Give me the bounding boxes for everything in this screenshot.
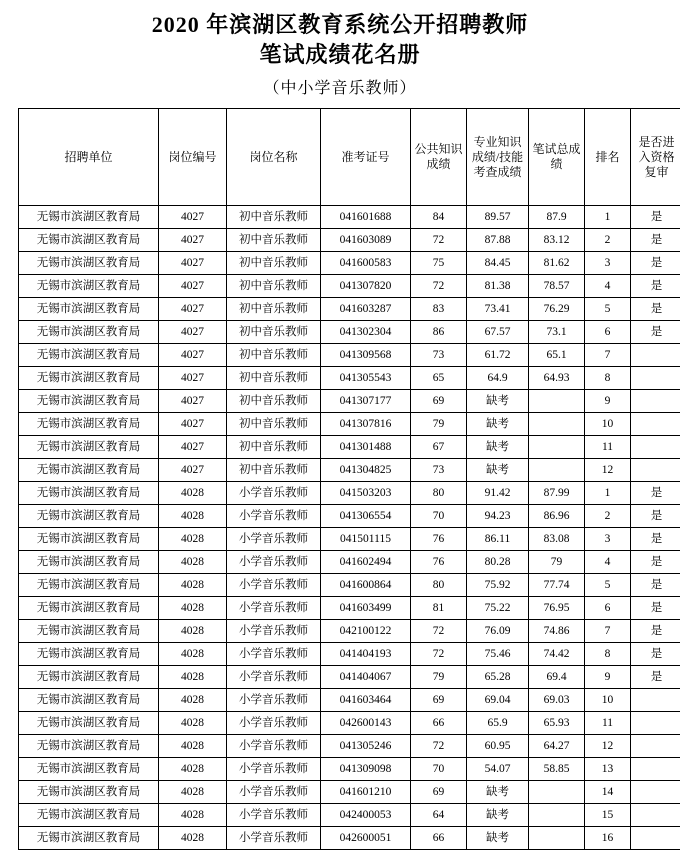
cell-total-score: 64.93 [529, 367, 585, 390]
cell-major-score: 75.22 [467, 597, 529, 620]
cell-post-name: 初中音乐教师 [227, 436, 321, 459]
cell-public-score: 83 [411, 298, 467, 321]
cell-post-name: 小学音乐教师 [227, 643, 321, 666]
table-row [19, 689, 680, 712]
cell-post-name: 小学音乐教师 [227, 827, 321, 850]
table-row [19, 367, 680, 390]
cell-major-score: 60.95 [467, 735, 529, 758]
cell-rank: 2 [585, 229, 631, 252]
cell-post-code: 4028 [159, 620, 227, 643]
cell-post-code: 4027 [159, 459, 227, 482]
table-row [19, 735, 680, 758]
cell-public-score: 69 [411, 390, 467, 413]
cell-rank: 7 [585, 344, 631, 367]
cell-post-code: 4027 [159, 413, 227, 436]
cell-ticket-number: 042600143 [321, 712, 411, 735]
cell-post-code: 4028 [159, 735, 227, 758]
table-row [19, 620, 680, 643]
cell-public-score: 72 [411, 735, 467, 758]
cell-total-score: 87.9 [529, 206, 585, 229]
table-row [19, 275, 680, 298]
cell-public-score: 75 [411, 252, 467, 275]
cell-qualification-review [631, 413, 680, 436]
column-header-unit: 招聘单位 [19, 109, 159, 206]
cell-unit: 无锡市滨湖区教育局 [19, 597, 159, 620]
cell-public-score: 72 [411, 620, 467, 643]
score-roster-table [18, 108, 680, 850]
cell-public-score: 65 [411, 367, 467, 390]
cell-ticket-number: 041309568 [321, 344, 411, 367]
cell-ticket-number: 041307177 [321, 390, 411, 413]
table-row [19, 390, 680, 413]
cell-total-score: 69.03 [529, 689, 585, 712]
cell-qualification-review [631, 781, 680, 804]
cell-public-score: 72 [411, 643, 467, 666]
page-title-line-2: 笔试成绩花名册 [259, 42, 421, 67]
cell-post-code: 4027 [159, 367, 227, 390]
cell-post-name: 初中音乐教师 [227, 367, 321, 390]
cell-ticket-number: 041601688 [321, 206, 411, 229]
cell-rank: 16 [585, 827, 631, 850]
cell-major-score: 61.72 [467, 344, 529, 367]
cell-unit: 无锡市滨湖区教育局 [19, 643, 159, 666]
cell-unit: 无锡市滨湖区教育局 [19, 413, 159, 436]
cell-total-score: 83.08 [529, 528, 585, 551]
cell-total-score: 78.57 [529, 275, 585, 298]
cell-public-score: 72 [411, 275, 467, 298]
cell-rank: 7 [585, 620, 631, 643]
cell-total-score: 87.99 [529, 482, 585, 505]
cell-post-name: 初中音乐教师 [227, 298, 321, 321]
cell-total-score: 69.4 [529, 666, 585, 689]
cell-total-score: 83.12 [529, 229, 585, 252]
cell-major-score: 75.92 [467, 574, 529, 597]
cell-unit: 无锡市滨湖区教育局 [19, 367, 159, 390]
page-title-line-1: 2020 年滨湖区教育系统公开招聘教师 [151, 12, 529, 37]
cell-total-score: 86.96 [529, 505, 585, 528]
cell-total-score: 77.74 [529, 574, 585, 597]
cell-unit: 无锡市滨湖区教育局 [19, 482, 159, 505]
cell-total-score [529, 459, 585, 482]
cell-post-code: 4028 [159, 574, 227, 597]
cell-total-score: 65.93 [529, 712, 585, 735]
cell-post-code: 4028 [159, 482, 227, 505]
cell-rank: 3 [585, 528, 631, 551]
cell-qualification-review: 是 [631, 229, 680, 252]
cell-rank: 10 [585, 413, 631, 436]
cell-ticket-number: 041306554 [321, 505, 411, 528]
cell-public-score: 69 [411, 781, 467, 804]
cell-total-score: 76.29 [529, 298, 585, 321]
cell-rank: 3 [585, 252, 631, 275]
cell-public-score: 66 [411, 827, 467, 850]
cell-total-score [529, 804, 585, 827]
cell-qualification-review: 是 [631, 643, 680, 666]
cell-unit: 无锡市滨湖区教育局 [19, 804, 159, 827]
cell-major-score: 76.09 [467, 620, 529, 643]
cell-post-name: 小学音乐教师 [227, 505, 321, 528]
table-row [19, 436, 680, 459]
cell-post-code: 4027 [159, 252, 227, 275]
page-subtitle: （中小学音乐教师） [263, 80, 417, 97]
cell-public-score: 73 [411, 344, 467, 367]
cell-ticket-number: 041603089 [321, 229, 411, 252]
cell-total-score: 73.1 [529, 321, 585, 344]
cell-rank: 4 [585, 551, 631, 574]
cell-post-code: 4027 [159, 275, 227, 298]
cell-post-name: 小学音乐教师 [227, 574, 321, 597]
cell-qualification-review: 是 [631, 505, 680, 528]
cell-post-name: 小学音乐教师 [227, 689, 321, 712]
cell-unit: 无锡市滨湖区教育局 [19, 206, 159, 229]
cell-qualification-review: 是 [631, 275, 680, 298]
cell-post-code: 4028 [159, 551, 227, 574]
cell-post-name: 初中音乐教师 [227, 390, 321, 413]
column-header-post-code: 岗位编号 [159, 109, 227, 206]
cell-post-code: 4027 [159, 298, 227, 321]
cell-rank: 11 [585, 436, 631, 459]
cell-major-score: 65.28 [467, 666, 529, 689]
cell-major-score: 91.42 [467, 482, 529, 505]
cell-post-name: 初中音乐教师 [227, 275, 321, 298]
cell-rank: 6 [585, 321, 631, 344]
cell-post-name: 小学音乐教师 [227, 597, 321, 620]
cell-rank: 11 [585, 712, 631, 735]
cell-rank: 1 [585, 482, 631, 505]
cell-qualification-review: 是 [631, 551, 680, 574]
column-header-public-score: 公共知识成绩 [411, 109, 467, 206]
cell-major-score: 94.23 [467, 505, 529, 528]
cell-rank: 1 [585, 206, 631, 229]
cell-qualification-review: 是 [631, 597, 680, 620]
cell-ticket-number: 042100122 [321, 620, 411, 643]
table-row [19, 551, 680, 574]
cell-public-score: 69 [411, 689, 467, 712]
table-row [19, 206, 680, 229]
cell-rank: 8 [585, 367, 631, 390]
cell-unit: 无锡市滨湖区教育局 [19, 275, 159, 298]
cell-total-score [529, 390, 585, 413]
cell-ticket-number: 041603499 [321, 597, 411, 620]
cell-rank: 12 [585, 735, 631, 758]
cell-post-code: 4027 [159, 321, 227, 344]
cell-post-name: 初中音乐教师 [227, 252, 321, 275]
cell-post-code: 4028 [159, 666, 227, 689]
cell-major-score: 67.57 [467, 321, 529, 344]
cell-rank: 13 [585, 758, 631, 781]
cell-qualification-review: 是 [631, 321, 680, 344]
column-header-post-name: 岗位名称 [227, 109, 321, 206]
cell-ticket-number: 041602494 [321, 551, 411, 574]
cell-total-score: 74.42 [529, 643, 585, 666]
cell-qualification-review: 是 [631, 482, 680, 505]
cell-rank: 10 [585, 689, 631, 712]
cell-total-score [529, 827, 585, 850]
cell-major-score: 84.45 [467, 252, 529, 275]
cell-major-score: 69.04 [467, 689, 529, 712]
table-row [19, 321, 680, 344]
table-header-row [19, 109, 680, 206]
cell-ticket-number: 041307816 [321, 413, 411, 436]
cell-ticket-number: 042400053 [321, 804, 411, 827]
cell-post-code: 4027 [159, 229, 227, 252]
cell-post-code: 4028 [159, 712, 227, 735]
cell-public-score: 73 [411, 459, 467, 482]
table-row [19, 252, 680, 275]
table-row [19, 459, 680, 482]
table-row [19, 804, 680, 827]
cell-post-name: 小学音乐教师 [227, 781, 321, 804]
table-row [19, 505, 680, 528]
cell-unit: 无锡市滨湖区教育局 [19, 252, 159, 275]
cell-post-code: 4028 [159, 689, 227, 712]
cell-post-name: 初中音乐教师 [227, 413, 321, 436]
cell-public-score: 72 [411, 229, 467, 252]
table-row [19, 229, 680, 252]
cell-unit: 无锡市滨湖区教育局 [19, 505, 159, 528]
cell-post-code: 4027 [159, 206, 227, 229]
table-row [19, 643, 680, 666]
cell-total-score: 58.85 [529, 758, 585, 781]
cell-major-score: 81.38 [467, 275, 529, 298]
cell-total-score [529, 413, 585, 436]
cell-unit: 无锡市滨湖区教育局 [19, 574, 159, 597]
cell-ticket-number: 041307820 [321, 275, 411, 298]
cell-qualification-review [631, 390, 680, 413]
cell-rank: 15 [585, 804, 631, 827]
cell-qualification-review [631, 804, 680, 827]
cell-public-score: 76 [411, 528, 467, 551]
cell-total-score: 76.95 [529, 597, 585, 620]
cell-qualification-review [631, 459, 680, 482]
cell-unit: 无锡市滨湖区教育局 [19, 229, 159, 252]
cell-unit: 无锡市滨湖区教育局 [19, 689, 159, 712]
cell-post-name: 小学音乐教师 [227, 620, 321, 643]
cell-rank: 12 [585, 459, 631, 482]
table-row [19, 827, 680, 850]
cell-public-score: 66 [411, 712, 467, 735]
cell-total-score [529, 436, 585, 459]
cell-public-score: 70 [411, 505, 467, 528]
cell-major-score: 89.57 [467, 206, 529, 229]
table-row [19, 344, 680, 367]
cell-post-name: 小学音乐教师 [227, 482, 321, 505]
cell-post-name: 小学音乐教师 [227, 758, 321, 781]
cell-qualification-review [631, 367, 680, 390]
cell-major-score: 缺考 [467, 827, 529, 850]
table-row [19, 528, 680, 551]
cell-major-score: 87.88 [467, 229, 529, 252]
cell-unit: 无锡市滨湖区教育局 [19, 735, 159, 758]
cell-post-name: 初中音乐教师 [227, 229, 321, 252]
cell-post-code: 4027 [159, 344, 227, 367]
cell-rank: 5 [585, 574, 631, 597]
cell-qualification-review: 是 [631, 252, 680, 275]
cell-post-code: 4028 [159, 781, 227, 804]
cell-ticket-number: 041501115 [321, 528, 411, 551]
cell-qualification-review [631, 712, 680, 735]
cell-qualification-review: 是 [631, 298, 680, 321]
cell-total-score: 65.1 [529, 344, 585, 367]
cell-post-name: 小学音乐教师 [227, 551, 321, 574]
cell-total-score: 81.62 [529, 252, 585, 275]
table-row [19, 666, 680, 689]
cell-total-score: 74.86 [529, 620, 585, 643]
cell-qualification-review [631, 827, 680, 850]
cell-ticket-number: 041603464 [321, 689, 411, 712]
table-row [19, 482, 680, 505]
cell-public-score: 80 [411, 482, 467, 505]
table-row [19, 574, 680, 597]
cell-unit: 无锡市滨湖区教育局 [19, 528, 159, 551]
cell-unit: 无锡市滨湖区教育局 [19, 666, 159, 689]
cell-post-code: 4027 [159, 390, 227, 413]
cell-post-name: 小学音乐教师 [227, 712, 321, 735]
cell-public-score: 81 [411, 597, 467, 620]
cell-major-score: 缺考 [467, 804, 529, 827]
cell-post-name: 小学音乐教师 [227, 804, 321, 827]
cell-unit: 无锡市滨湖区教育局 [19, 344, 159, 367]
cell-ticket-number: 041503203 [321, 482, 411, 505]
cell-major-score: 65.9 [467, 712, 529, 735]
cell-qualification-review [631, 436, 680, 459]
cell-qualification-review: 是 [631, 620, 680, 643]
cell-unit: 无锡市滨湖区教育局 [19, 459, 159, 482]
column-header-rank: 排名 [585, 109, 631, 206]
cell-unit: 无锡市滨湖区教育局 [19, 620, 159, 643]
cell-post-code: 4028 [159, 758, 227, 781]
cell-post-code: 4028 [159, 528, 227, 551]
cell-qualification-review [631, 689, 680, 712]
cell-unit: 无锡市滨湖区教育局 [19, 781, 159, 804]
table-row [19, 413, 680, 436]
cell-post-name: 初中音乐教师 [227, 206, 321, 229]
cell-total-score: 79 [529, 551, 585, 574]
cell-unit: 无锡市滨湖区教育局 [19, 551, 159, 574]
cell-rank: 14 [585, 781, 631, 804]
cell-major-score: 80.28 [467, 551, 529, 574]
cell-rank: 9 [585, 666, 631, 689]
cell-rank: 5 [585, 298, 631, 321]
cell-major-score: 缺考 [467, 459, 529, 482]
column-header-major-score: 专业知识成绩/技能考查成绩 [467, 109, 529, 206]
cell-major-score: 缺考 [467, 436, 529, 459]
cell-public-score: 64 [411, 804, 467, 827]
cell-rank: 4 [585, 275, 631, 298]
cell-qualification-review [631, 758, 680, 781]
cell-major-score: 缺考 [467, 413, 529, 436]
cell-post-name: 初中音乐教师 [227, 459, 321, 482]
cell-ticket-number: 041301488 [321, 436, 411, 459]
cell-public-score: 80 [411, 574, 467, 597]
cell-unit: 无锡市滨湖区教育局 [19, 298, 159, 321]
cell-post-name: 初中音乐教师 [227, 321, 321, 344]
table-row [19, 298, 680, 321]
cell-unit: 无锡市滨湖区教育局 [19, 827, 159, 850]
cell-major-score: 75.46 [467, 643, 529, 666]
cell-unit: 无锡市滨湖区教育局 [19, 712, 159, 735]
cell-public-score: 70 [411, 758, 467, 781]
cell-post-code: 4028 [159, 597, 227, 620]
cell-ticket-number: 041600583 [321, 252, 411, 275]
cell-qualification-review [631, 344, 680, 367]
cell-rank: 2 [585, 505, 631, 528]
cell-total-score: 64.27 [529, 735, 585, 758]
cell-major-score: 64.9 [467, 367, 529, 390]
cell-unit: 无锡市滨湖区教育局 [19, 321, 159, 344]
cell-ticket-number: 041404067 [321, 666, 411, 689]
cell-post-code: 4028 [159, 804, 227, 827]
cell-rank: 8 [585, 643, 631, 666]
cell-post-code: 4027 [159, 436, 227, 459]
cell-major-score: 73.41 [467, 298, 529, 321]
cell-ticket-number: 041305543 [321, 367, 411, 390]
cell-post-code: 4028 [159, 505, 227, 528]
cell-unit: 无锡市滨湖区教育局 [19, 758, 159, 781]
cell-post-name: 小学音乐教师 [227, 528, 321, 551]
cell-qualification-review [631, 735, 680, 758]
table-row [19, 597, 680, 620]
table-row [19, 758, 680, 781]
column-header-qualification-review: 是否进入资格复审 [631, 109, 680, 206]
cell-qualification-review: 是 [631, 574, 680, 597]
cell-ticket-number: 042600051 [321, 827, 411, 850]
cell-public-score: 76 [411, 551, 467, 574]
cell-ticket-number: 041309098 [321, 758, 411, 781]
column-header-ticket-number: 准考证号 [321, 109, 411, 206]
cell-ticket-number: 041304825 [321, 459, 411, 482]
cell-qualification-review: 是 [631, 206, 680, 229]
cell-qualification-review: 是 [631, 666, 680, 689]
cell-ticket-number: 041302304 [321, 321, 411, 344]
cell-public-score: 79 [411, 413, 467, 436]
cell-post-name: 初中音乐教师 [227, 344, 321, 367]
cell-post-name: 小学音乐教师 [227, 735, 321, 758]
cell-ticket-number: 041404193 [321, 643, 411, 666]
cell-public-score: 84 [411, 206, 467, 229]
cell-major-score: 54.07 [467, 758, 529, 781]
cell-post-name: 小学音乐教师 [227, 666, 321, 689]
document-header [18, 10, 662, 104]
cell-ticket-number: 041305246 [321, 735, 411, 758]
cell-rank: 6 [585, 597, 631, 620]
column-header-total-score: 笔试总成绩 [529, 109, 585, 206]
cell-total-score [529, 781, 585, 804]
cell-unit: 无锡市滨湖区教育局 [19, 436, 159, 459]
table-row [19, 781, 680, 804]
cell-major-score: 86.11 [467, 528, 529, 551]
cell-major-score: 缺考 [467, 781, 529, 804]
cell-unit: 无锡市滨湖区教育局 [19, 390, 159, 413]
cell-post-code: 4028 [159, 827, 227, 850]
cell-post-code: 4028 [159, 643, 227, 666]
cell-ticket-number: 041600864 [321, 574, 411, 597]
cell-rank: 9 [585, 390, 631, 413]
cell-major-score: 缺考 [467, 390, 529, 413]
cell-public-score: 67 [411, 436, 467, 459]
cell-public-score: 86 [411, 321, 467, 344]
table-row [19, 712, 680, 735]
cell-ticket-number: 041601210 [321, 781, 411, 804]
cell-public-score: 79 [411, 666, 467, 689]
cell-qualification-review: 是 [631, 528, 680, 551]
cell-ticket-number: 041603287 [321, 298, 411, 321]
